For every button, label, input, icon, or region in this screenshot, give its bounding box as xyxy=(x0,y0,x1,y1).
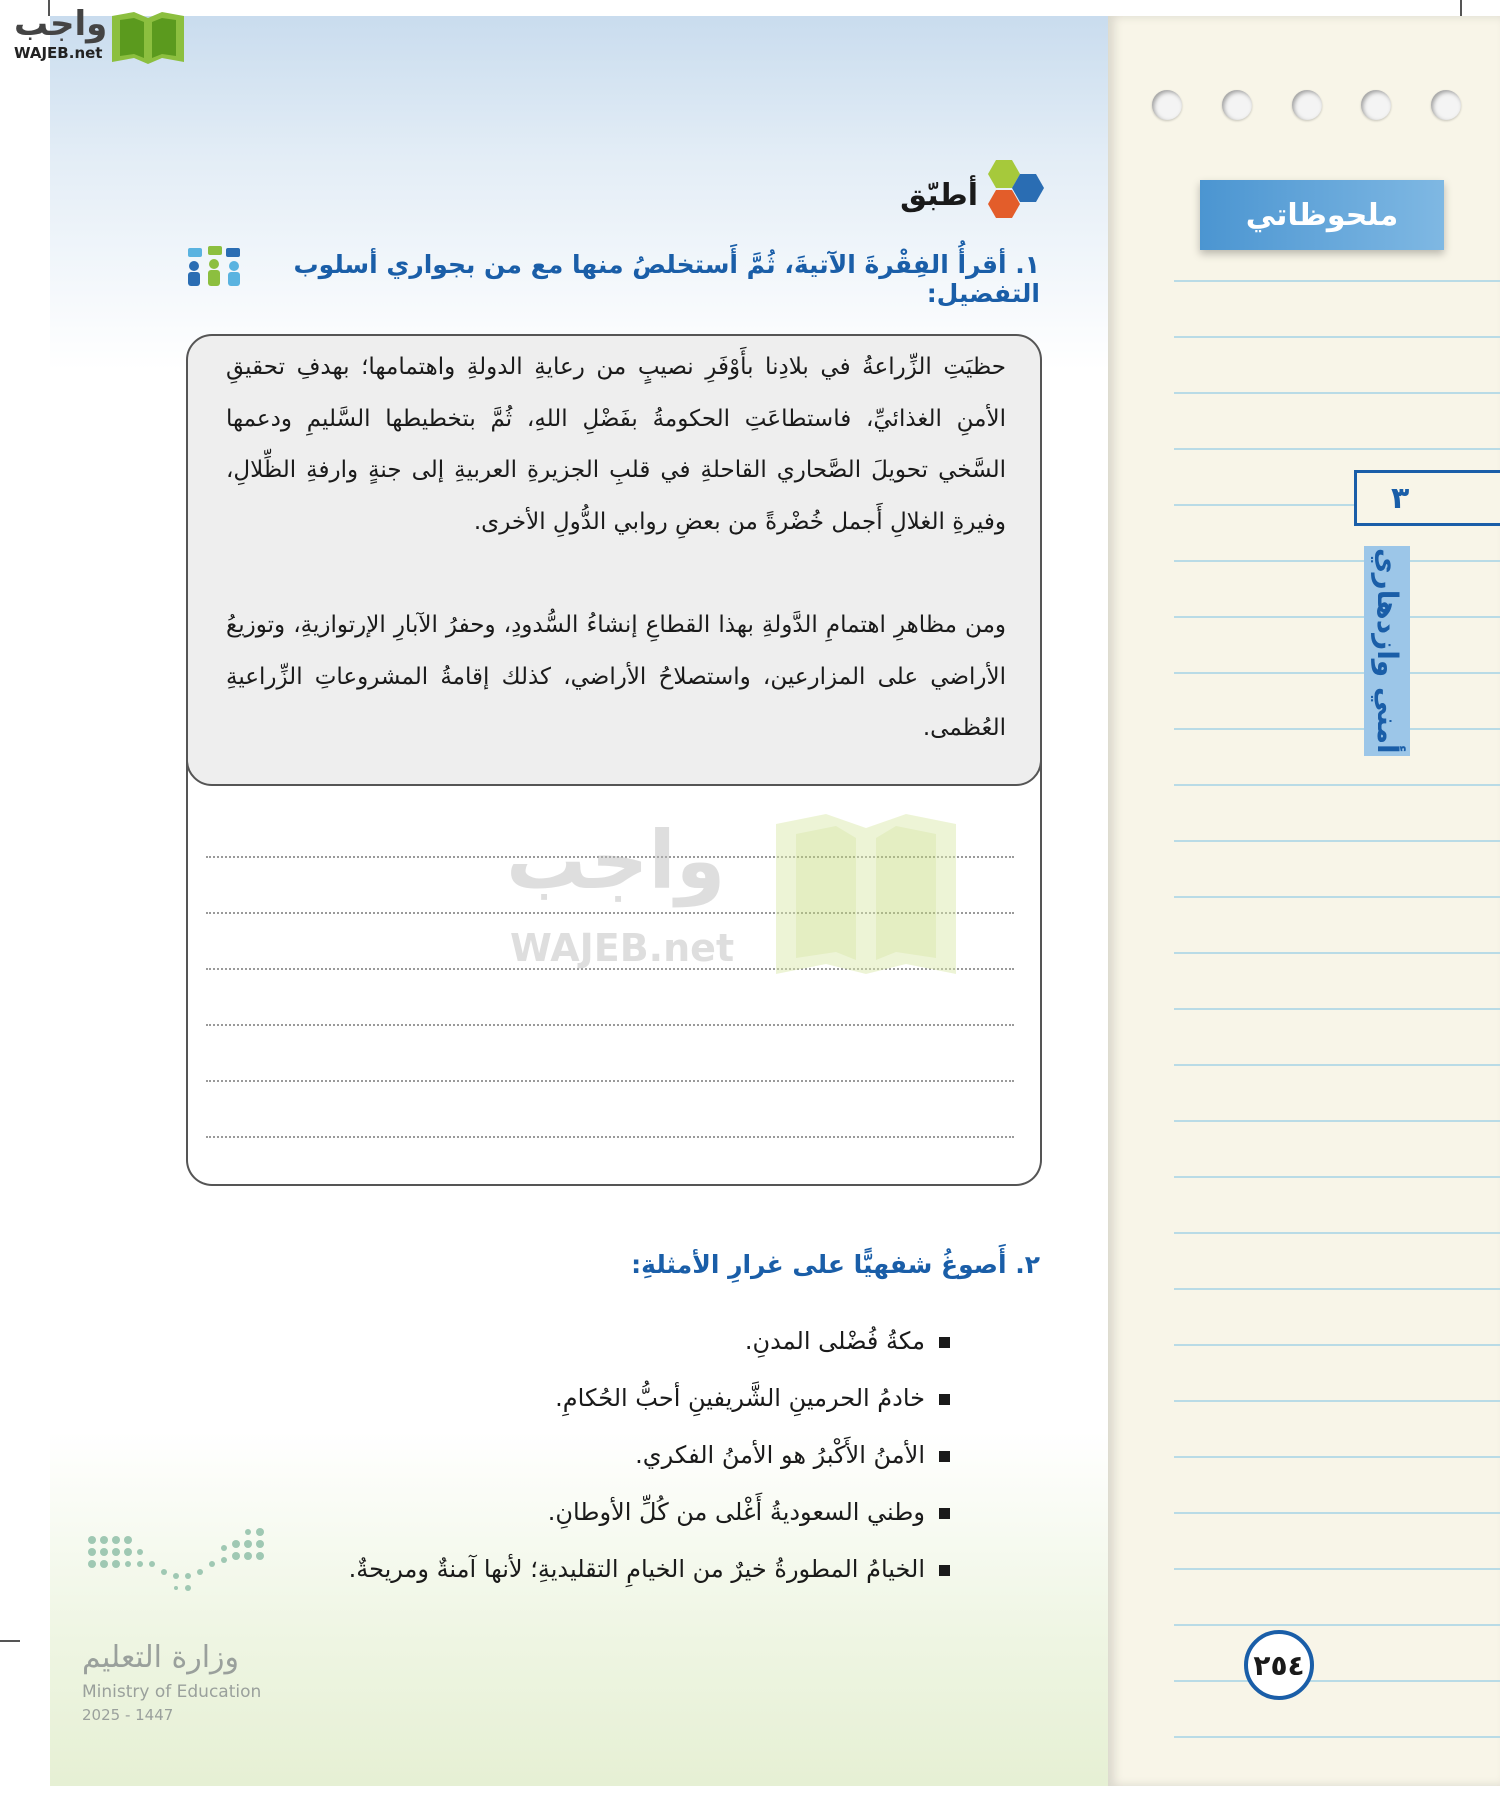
note-line xyxy=(1174,336,1500,338)
watermark-arabic: واجب xyxy=(506,814,726,907)
note-line xyxy=(1174,1624,1500,1626)
note-line xyxy=(1174,280,1500,282)
notes-column xyxy=(1108,16,1500,1786)
example-item: الأمنُ الأَكْبرُ هو الأمنُ الفكري. xyxy=(200,1441,950,1469)
note-line xyxy=(1174,728,1500,730)
crop-mark xyxy=(0,1640,20,1642)
note-line xyxy=(1174,1456,1500,1458)
note-line xyxy=(1174,1736,1500,1738)
note-line xyxy=(1174,896,1500,898)
note-line xyxy=(1174,1288,1500,1290)
note-line xyxy=(1174,1400,1500,1402)
answer-line[interactable] xyxy=(206,1136,1014,1138)
passage-paragraph-2: ومن مظاهرِ اهتمامِ الدَّولةِ بهذا القطاعِ إنشاءُ السُّدودِ، وحفرُ الآبارِ الإرتوازيةِ، وتوزيعُ الأراضي على المزارعين، واستصلاحُ الأراضي، كذلك إقامةُ المشروعاتِ الزِّراعيةِ العُظمى. xyxy=(226,612,1006,741)
answer-line[interactable] xyxy=(206,1080,1014,1082)
note-line xyxy=(1174,1120,1500,1122)
example-item: خادمُ الحرمينِ الشَّريفينِ أحبُّ الحُكامِ. xyxy=(200,1384,950,1412)
note-line xyxy=(1174,1680,1500,1682)
note-line xyxy=(1174,1064,1500,1066)
binder-ring xyxy=(1431,90,1461,120)
watermark-latin: WAJEB.net xyxy=(510,926,735,970)
notes-title: ملحوظاتي xyxy=(1200,180,1444,250)
note-line xyxy=(1174,392,1500,394)
example-item: الخيامُ المطورةُ خيرٌ من الخيامِ التقليديةِ؛ لأنها آمنةٌ ومريحةٌ. xyxy=(200,1555,950,1583)
note-line xyxy=(1174,1568,1500,1570)
ministry-dots-icon xyxy=(82,1520,272,1630)
note-line xyxy=(1174,840,1500,842)
note-line xyxy=(1174,1008,1500,1010)
wajeb-logo-latin: WAJEB.net xyxy=(14,44,103,62)
ministry-logo xyxy=(82,1520,282,1724)
ministry-year: 2025 - 1447 xyxy=(82,1706,174,1724)
apply-heading xyxy=(760,170,1050,230)
example-item: وطني السعوديةُ أَغْلى من كُلِّ الأوطانِ. xyxy=(200,1498,950,1526)
example-item: مكةُ فُضْلى المدنِ. xyxy=(200,1327,950,1355)
apply-heading-text: أطبّق xyxy=(900,178,978,213)
ministry-english: Ministry of Education xyxy=(82,1682,262,1702)
note-line xyxy=(1174,1512,1500,1514)
note-line xyxy=(1174,560,1500,562)
unit-number: ٣ xyxy=(1354,470,1500,526)
wajeb-logo-arabic: واجب xyxy=(14,4,108,44)
note-line xyxy=(1174,784,1500,786)
note-line xyxy=(1174,448,1500,450)
answer-line[interactable] xyxy=(206,1024,1014,1026)
group-discussion-icon xyxy=(184,246,244,290)
binder-ring xyxy=(1292,90,1322,120)
note-line xyxy=(1174,1232,1500,1234)
binder-ring xyxy=(1222,90,1252,120)
ministry-arabic: وزارة التعليم xyxy=(82,1640,240,1675)
note-line xyxy=(1174,672,1500,674)
page-number: ٢٥٤ xyxy=(1244,1630,1314,1700)
unit-title: أمني وازدهاري xyxy=(1364,546,1410,756)
hexagons-icon xyxy=(980,160,1050,226)
binder-ring xyxy=(1152,90,1182,120)
question-2: ٢. أَصوغُ شفهيًّا على غرارِ الأمثلةِ: xyxy=(631,1250,1040,1279)
note-line xyxy=(1174,1344,1500,1346)
passage-paragraph-1: حظيَتِ الزِّراعةُ في بلادِنا بأَوْفَرِ نصيبٍ من رعايةِ الدولةِ واهتمامها؛ بهدفِ تحقيقِ الأمنِ الغذائيِّ، فاستطاعَتِ الحكومةُ بفَضْلِ اللهِ، ثُمَّ بتخطيطها السَّليمِ ودعمها السَّخي تحويلَ الصَّحاري القاحلةِ في قلبِ الجزيرةِ العربيةِ إلى جنةٍ وارفةِ الظِّلالِ، وفيرةِ الغلالِ أَجمل خُضْرةً من بعضِ روابي الدُّولِ الأخرى. xyxy=(226,354,1006,535)
note-line xyxy=(1174,952,1500,954)
question-1: ١. أقرأُ الفِقْرةَ الآتيةَ، ثُمَّ أَستخلصُ منها مع من بجواري أسلوب التفضيل: xyxy=(293,250,1040,308)
watermark xyxy=(506,814,1006,974)
binder-ring xyxy=(1361,90,1391,120)
wajeb-logo xyxy=(8,6,188,66)
note-line xyxy=(1174,616,1500,618)
note-line xyxy=(1174,1176,1500,1178)
